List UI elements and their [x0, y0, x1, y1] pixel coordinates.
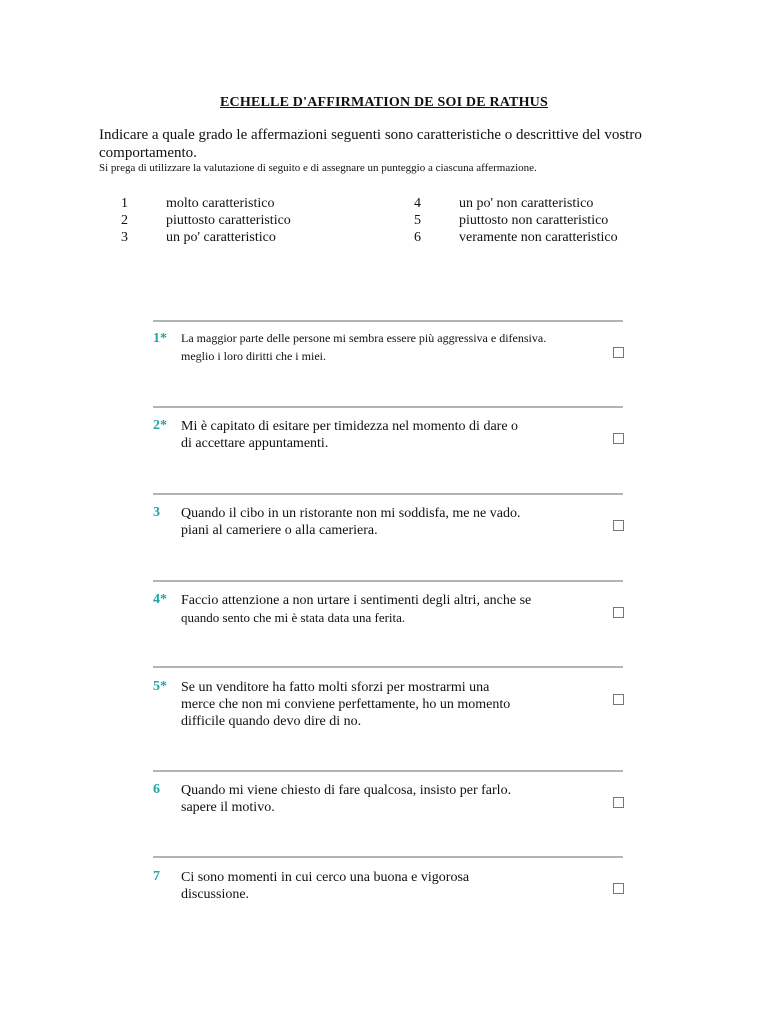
rating-scale-right	[414, 195, 618, 246]
question-line: Ci sono momenti in cui cerco una buona e vigorosa	[181, 870, 470, 885]
question-text	[181, 592, 591, 626]
scale-item	[414, 212, 618, 229]
question-line: merce che non mi conviene perfettamente, ho un momento	[181, 697, 511, 712]
scale-number: 6	[414, 230, 421, 245]
scale-number: 4	[414, 196, 421, 211]
question-line: sapere il motivo.	[181, 800, 275, 815]
question-text	[181, 329, 591, 365]
scale-number: 5	[414, 213, 421, 228]
scale-label: molto caratteristico	[166, 196, 275, 211]
question-line: piani al cameriere o alla cameriera.	[181, 523, 378, 538]
question-item	[153, 580, 623, 625]
scale-label: piuttosto caratteristico	[166, 213, 291, 228]
question-text	[181, 782, 591, 816]
question-number: 3	[153, 505, 160, 520]
question-line: quando sento che mi è stata data una ferita.	[181, 610, 406, 625]
scale-number: 1	[121, 196, 128, 211]
scale-number: 3	[121, 230, 128, 245]
question-number: 5*	[153, 679, 167, 694]
scale-number: 2	[121, 213, 128, 228]
question-number: 4*	[153, 592, 167, 607]
question-item	[153, 770, 623, 815]
answer-checkbox[interactable]	[613, 607, 624, 618]
scale-item	[414, 229, 618, 246]
question-text	[181, 418, 591, 452]
question-line: Mi è capitato di esitare per timidezza nel momento di dare o	[181, 419, 519, 434]
answer-checkbox[interactable]	[613, 520, 624, 531]
question-line: difficile quando devo dire di no.	[181, 714, 362, 729]
rating-scale-left	[121, 195, 291, 246]
scale-item	[121, 212, 291, 229]
question-item	[153, 320, 623, 363]
question-line: meglio i loro diritti che i miei.	[181, 349, 326, 363]
question-text	[181, 679, 591, 730]
scale-label: veramente non caratteristico	[459, 230, 618, 245]
answer-checkbox[interactable]	[613, 797, 624, 808]
question-line: Faccio attenzione a non urtare i sentimenti degli altri, anche se	[181, 593, 532, 608]
question-item	[153, 856, 623, 902]
answer-checkbox[interactable]	[613, 883, 624, 894]
question-number: 6	[153, 782, 160, 797]
document-title: ECHELLE D'AFFIRMATION DE SOI DE RATHUS	[220, 95, 548, 110]
question-line: Se un venditore ha fatto molti sforzi per mostrarmi una	[181, 680, 490, 695]
answer-checkbox[interactable]	[613, 433, 624, 444]
scale-item	[121, 229, 291, 246]
scale-item	[121, 195, 291, 212]
scale-label: un po' caratteristico	[166, 230, 276, 245]
answer-checkbox[interactable]	[613, 347, 624, 358]
question-item	[153, 666, 623, 729]
question-text	[181, 505, 591, 539]
scale-label: un po' non caratteristico	[459, 196, 594, 211]
question-line: discussione.	[181, 887, 250, 902]
question-item	[153, 493, 623, 538]
question-text	[181, 869, 591, 903]
intro-note: Si prega di utilizzare la valutazione di seguito e di assegnare un punteggio a ciascuna affermazione.	[99, 162, 537, 174]
question-line: Quando il cibo in un ristorante non mi soddisfa, me ne vado.	[181, 506, 521, 521]
question-item	[153, 406, 623, 451]
question-line: La maggior parte delle persone mi sembra essere più aggressiva e difensiva.	[181, 331, 547, 345]
scale-item	[414, 195, 618, 212]
question-number: 1*	[153, 331, 167, 346]
scale-label: piuttosto non caratteristico	[459, 213, 609, 228]
question-line: Quando mi viene chiesto di fare qualcosa, insisto per farlo.	[181, 783, 512, 798]
question-number: 7	[153, 869, 160, 884]
question-line: di accettare appuntamenti.	[181, 436, 329, 451]
intro-text: Indicare a quale grado le affermazioni seguenti sono caratteristiche o descrittive del vostro comportamento.	[99, 127, 642, 161]
answer-checkbox[interactable]	[613, 694, 624, 705]
question-number: 2*	[153, 418, 167, 433]
